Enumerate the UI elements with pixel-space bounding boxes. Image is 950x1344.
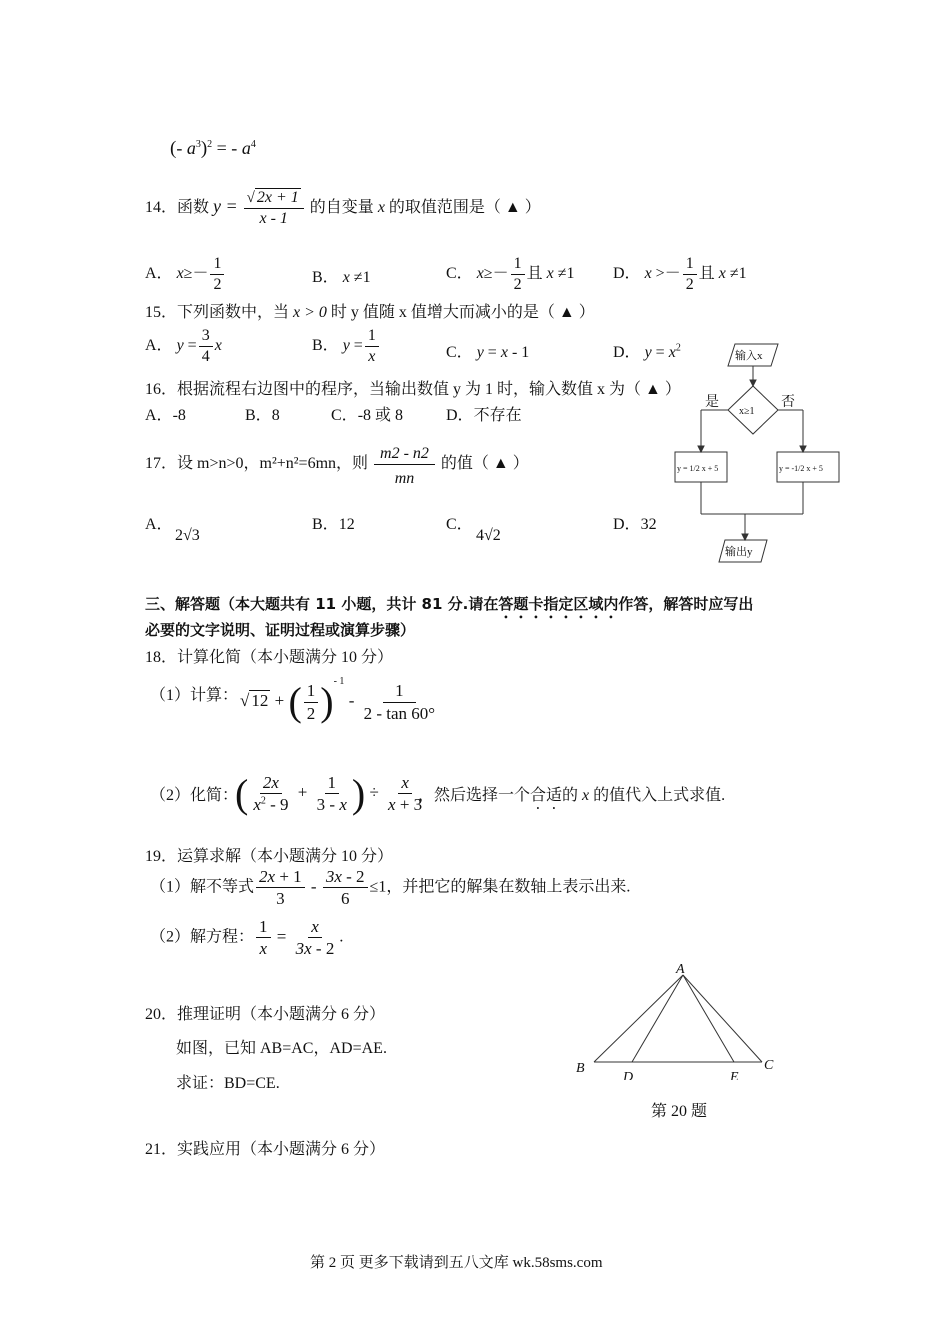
section3-line1: 三、解答题（本大题共有 11 小题，共计 81 分.请在答题卡指定区域内作答，解答时应写出 [145,595,754,613]
q17-option-c-value: 4√2 [476,527,501,544]
q16-option-c: C．-8 或 8 [331,407,404,424]
q19-part1: （1）解不等式 $\frac{2x + 1}{3}$ - $\frac{3x - 2}{6}$ ≤1，并把它的解集在数轴上表示出来. [150,867,631,909]
q20-figure-caption: 第 20 题 [651,1103,708,1120]
flow-condition-label: x≥1 [739,406,755,417]
label-c: C [764,1058,774,1073]
label-b: B [576,1061,585,1076]
q14-func-frac: $\frac{√ 2x + 1}{x - 1}$ [244,188,304,229]
q19-title: 19．运算求解（本小题满分 10 分） [145,848,394,865]
q20-prove: 求证：BD=CE. [176,1075,280,1092]
q15-option-c: C． y = x - 1 [446,344,530,361]
q18-part1-expr: √ 12 + ( $\frac{1}{2}$ )$^{- 1}$ - $\frac{1}{2 - \tan 60^\circ}$ [240,676,436,725]
flow-yes-label: 是 [705,395,719,410]
q16-option-b: B．8 [245,407,280,424]
label-d: D [623,1070,634,1080]
q21-title: 21．实践应用（本小题满分 6 分） [145,1141,386,1158]
q18-title: 18．计算化简（本小题满分 10 分） [145,649,394,666]
section3-line2: 必要的文字说明、证明过程或演算步骤） [145,621,416,639]
q20-given: 如图，已知 AB=AC，AD=AE. [176,1040,387,1057]
q20-title: 20．推理证明（本小题满分 6 分） [145,1006,386,1023]
q18-part2: （2）化简： [150,787,239,804]
q18-part2-expr: ( $\frac{2x}{x^2 - 9}$ + $\frac{1}{3 - x}$ ) ÷ $\frac{x}{x + 3}$ [235,770,423,816]
q16-option-d: D．不存在 [446,407,522,424]
q17-option-c-label: C． [446,516,473,533]
q13-formula: (- $a^3)^2$ = - $a^4$ [170,138,256,159]
q20-triangle-figure [570,955,790,1080]
q14-option-a: A． x≥－ $\frac{1}{2}$ [145,254,226,295]
q15-stem: 15．下列函数中，当 x > 0 时 y 值随 x 值增大而减小的是（ ▲ ） [145,304,595,321]
q15-option-b: B． y = $\frac{1}{x}$ [312,326,381,367]
q14-stem: 14．函数 y = $\frac{√ 2x + 1}{x - 1}$ 的自变量 x 的取值范围是（ ▲ ） [145,189,541,227]
q17-stem: 17．设 m>n>0，m²+n²=6mn，则 $\frac{m2 - n2}{mn}$ 的值（ ▲ ） [145,445,529,487]
q16-stem: 16．根据流程右边图中的程序，当输出数值 y 为 1 时，输入数值 x 为（ ▲ ） [145,381,681,398]
page-footer: 第 2 页 更多下载请到五八文库 wk.58sms.com [310,1255,603,1271]
flow-left-formula: y = 1/2 x + 5 [677,464,719,473]
q14-option-d: D． x >－ $\frac{1}{2}$ 且 x ≠1 [613,255,747,293]
q17-option-a-label: A． [145,516,173,533]
q14-option-c: C． x≥－ $\frac{1}{2}$ 且 x ≠1 [446,255,575,293]
q14-option-b: B． x ≠1 [312,269,371,286]
q17-option-b: B．12 [312,516,355,533]
q19-part2: （2）解方程： $\frac{1}{x}$ = $\frac{x}{3x - 2}$ . [150,917,344,959]
q16-option-a: A．-8 [145,407,186,424]
flow-right-formula: y = -1/2 x + 5 [779,464,823,473]
q17-option-a-value: 2√3 [175,527,200,544]
flow-input-label: 输入x [735,350,763,362]
q17-expr: $\frac{m2 - n2}{mn}$ [374,444,435,489]
flowchart [665,338,850,573]
q18-part1: （1）计算： [150,687,239,704]
q15-option-d: D． $y = x^2$ [613,342,681,361]
q14-func-lhs: y = [213,196,238,217]
q15-option-a: A． y = $\frac{3}{4}$ x [145,327,222,365]
flow-output-label: 输出y [725,546,753,558]
q17-option-d: D．32 [613,516,657,533]
label-a: A [676,962,685,977]
label-e: E [730,1070,739,1080]
q18-part2-suffix: ，然后选择一个合适的 x 的值代入上式求值. [418,787,726,804]
flow-no-label: 否 [781,395,795,410]
